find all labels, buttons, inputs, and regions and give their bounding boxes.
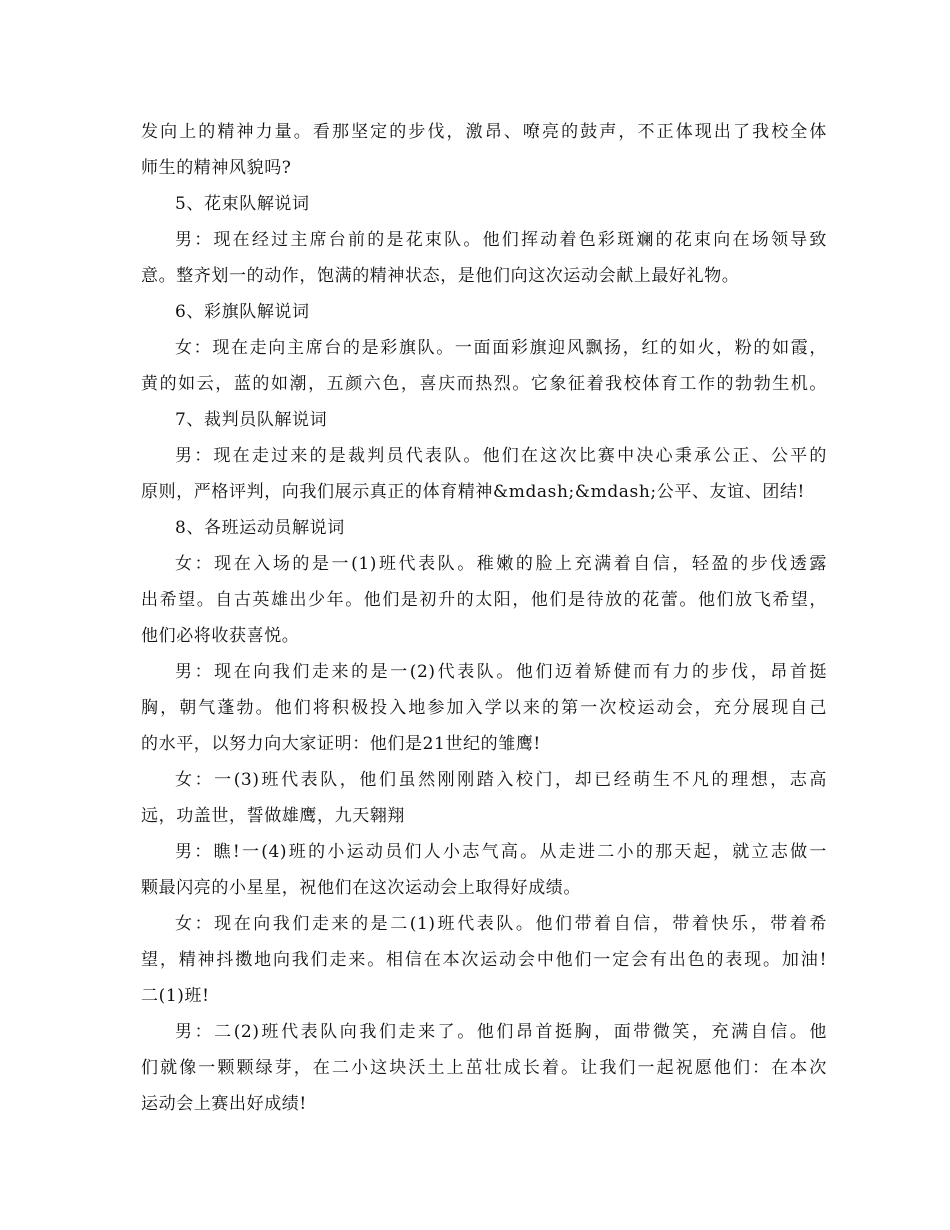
- text-line: 男：瞧!一(4)班的小运动员们人小志气高。从走进二小的那天起，就立志做一: [175, 842, 827, 862]
- text-line: 出希望。自古英雄出少年。他们是初升的太阳，他们是待放的花蕾。他们放飞希望，: [141, 590, 827, 610]
- text-line: 5、花束队解说词: [175, 194, 310, 214]
- text-line: 们就像一颗颗绿芽，在二小这块沃土上茁壮成长着。让我们一起祝愿他们：在本次: [141, 1058, 827, 1078]
- text-line: 运动会上赛出好成绩!: [141, 1094, 307, 1114]
- text-line: 女：一(3)班代表队，他们虽然刚刚踏入校门，却已经萌生不凡的理想，志高: [175, 770, 827, 790]
- text-line: 7、裁判员队解说词: [175, 410, 328, 430]
- text-line: 女：现在向我们走来的是二(1)班代表队。他们带着自信，带着快乐，带着希: [175, 914, 827, 934]
- text-line: 男：现在向我们走来的是一(2)代表队。他们迈着矫健而有力的步伐，昂首挺: [175, 662, 827, 682]
- text-line: 意。整齐划一的动作，饱满的精神状态，是他们向这次运动会献上最好礼物。: [141, 266, 740, 286]
- text-line: 6、彩旗队解说词: [175, 302, 310, 322]
- text-line: 女：现在入场的是一(1)班代表队。稚嫩的脸上充满着自信，轻盈的步伐透露: [175, 554, 827, 574]
- text-line: 男：二(2)班代表队向我们走来了。他们昂首挺胸，面带微笑，充满自信。他: [175, 1022, 827, 1042]
- text-line: 望，精神抖擞地向我们走来。相信在本次运动会中他们一定会有出色的表现。加油!: [141, 950, 827, 970]
- text-line: 8、各班运动员解说词: [175, 518, 345, 538]
- text-line: 黄的如云，蓝的如潮，五颜六色，喜庆而热烈。它象征着我校体育工作的勃勃生机。: [141, 374, 827, 394]
- document-page: [141, 114, 827, 1122]
- text-line: 男：现在走过来的是裁判员代表队。他们在这次比赛中决心秉承公正、公平的: [175, 446, 827, 466]
- text-line: 发向上的精神力量。看那坚定的步伐，激昂、嘹亮的鼓声，不正体现出了我校全体: [141, 122, 827, 142]
- text-line: 师生的精神风貌吗?: [141, 158, 292, 178]
- text-line: 远，功盖世，誓做雄鹰，九天翱翔: [141, 806, 405, 826]
- text-line: 二(1)班!: [141, 986, 210, 1006]
- text-line: 颗最闪亮的小星星，祝他们在这次运动会上取得好成绩。: [141, 878, 581, 898]
- text-line: 原则，严格评判，向我们展示真正的体育精神&mdash;&mdash;公平、友谊、团结!: [141, 482, 805, 502]
- text-line: 女：现在走向主席台的是彩旗队。一面面彩旗迎风飘扬，红的如火，粉的如霞，: [175, 338, 827, 358]
- text-line: 男：现在经过主席台前的是花束队。他们挥动着色彩斑斓的花束向在场领导致: [175, 230, 827, 250]
- text-line: 他们必将收获喜悦。: [141, 626, 300, 646]
- text-line: 胸，朝气蓬勃。他们将积极投入地参加入学以来的第一次校运动会，充分展现自己: [141, 698, 827, 718]
- text-line: 的水平，以努力向大家证明：他们是21世纪的雏鹰!: [141, 734, 541, 754]
